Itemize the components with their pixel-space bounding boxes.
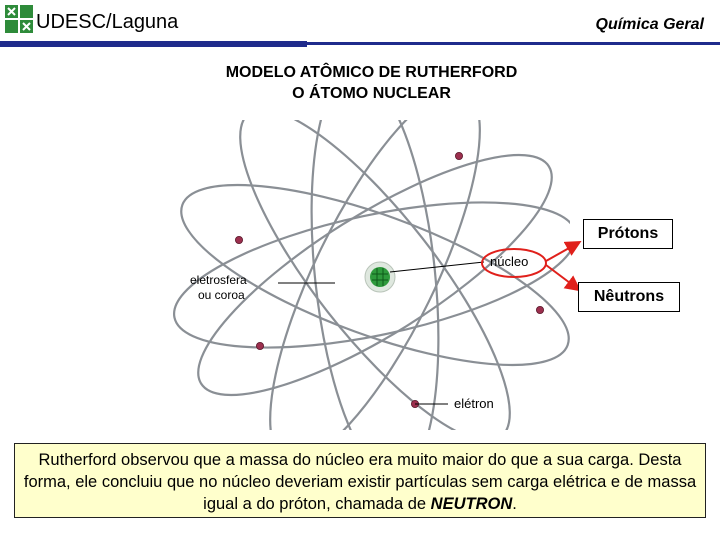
electron-dot (235, 236, 242, 243)
electron-dot (455, 152, 462, 159)
arrow-to-protons (546, 243, 578, 261)
eletrosfera-label-1: eletrosfera (190, 273, 247, 287)
title-line-2: O ÁTOMO NUCLEAR (292, 85, 451, 102)
nucleus-label: núcleo (490, 254, 529, 269)
header-rule-thin (307, 42, 720, 45)
nucleus-leader-line (390, 262, 484, 272)
electron-dot (256, 342, 263, 349)
neutrons-box (578, 282, 680, 312)
electron-dot (536, 306, 543, 313)
neutrons-label: Nêutrons (593, 288, 665, 305)
protons-box (583, 219, 673, 249)
arrow-to-neutrons (546, 265, 578, 289)
caption-emphasis: NEUTRON (430, 495, 513, 513)
eletrosfera-label-2: ou coroa (198, 288, 245, 302)
brand-name: UDESC/Laguna (36, 11, 179, 33)
caption-end: . (512, 495, 517, 513)
nucleus-highlight-ring (482, 249, 546, 277)
page-title (0, 62, 720, 104)
udesc-logo-icon (4, 4, 34, 34)
title-line-1: MODELO ATÔMICO DE RUTHERFORD (225, 64, 518, 81)
protons-label: Prótons (597, 225, 659, 242)
electron-label: elétron (454, 396, 494, 411)
caption-text: Rutherford observou que a massa do núcleo era muito maior do que a sua carga. Desta forma, ele concluiu que no núcleo deveriam existir partículas sem carga elétrica e de massa igual a do próton, chamada de (23, 451, 697, 513)
nucleus (370, 267, 390, 287)
particle-arrows (480, 240, 590, 300)
course-title: Química Geral (595, 16, 704, 33)
header-rule (0, 41, 307, 47)
caption-box (14, 443, 706, 518)
